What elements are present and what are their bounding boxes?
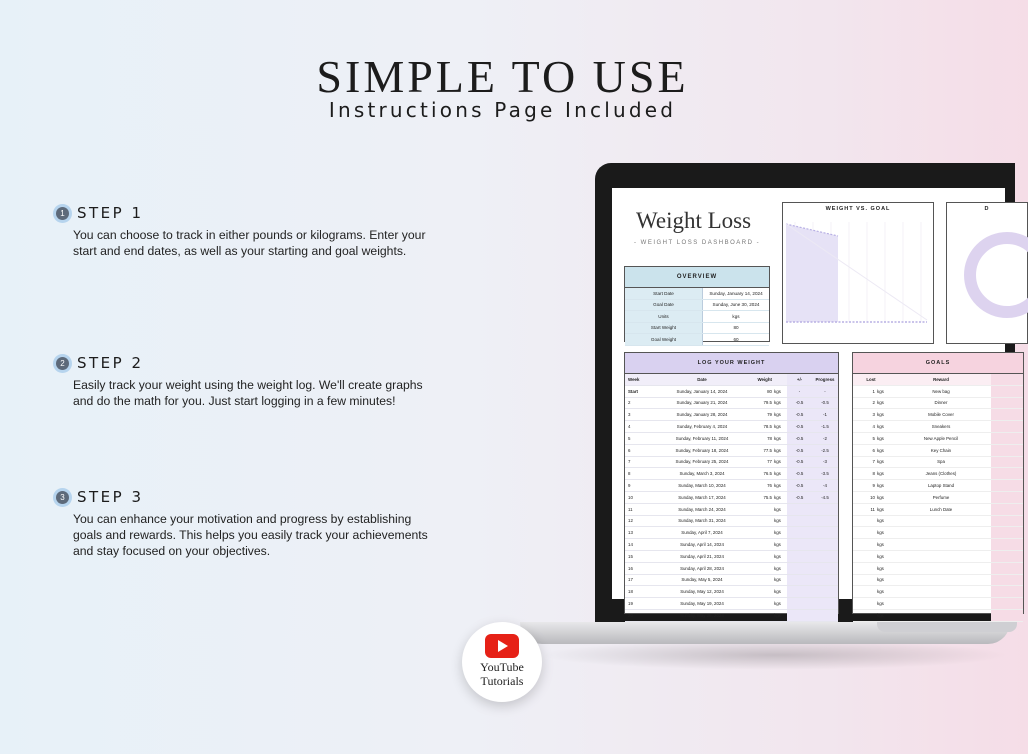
progress-cell [812, 504, 838, 515]
unit-cell: kgs [774, 447, 781, 453]
table-row [853, 551, 1023, 563]
laptop-notch [877, 622, 1017, 632]
goals-header-row [853, 374, 1023, 386]
check-cell [991, 586, 1023, 597]
overview-row [625, 300, 769, 312]
table-row [853, 575, 1023, 587]
table-row [625, 527, 838, 539]
date-cell: Sunday, March 31, 2024 [678, 518, 726, 524]
reward-cell: Jeans (Clothes) [925, 471, 957, 477]
col-lost: Lost [866, 376, 876, 382]
week-cell: 20 [628, 612, 633, 618]
donut-plot [947, 212, 1025, 332]
progress-cell [812, 527, 838, 538]
chart-plot [783, 212, 929, 334]
weight-cell: 77 [767, 459, 772, 465]
youtube-play-icon [485, 634, 519, 658]
chart-title: D [984, 206, 990, 212]
check-cell [991, 551, 1023, 562]
change-cell: -0.5 [787, 480, 812, 491]
table-row [625, 504, 838, 516]
date-cell: Sunday, April 21, 2024 [680, 553, 724, 559]
table-row [625, 386, 838, 398]
table-row [853, 480, 1023, 492]
check-cell [991, 457, 1023, 468]
goal-number-cell: 11 [870, 506, 875, 512]
week-cell: 10 [628, 494, 633, 500]
overview-key: Goal Weight [625, 334, 703, 345]
unit-cell: kgs [877, 412, 884, 418]
table-row [853, 610, 1023, 622]
reward-cell: New Apple Pencil [923, 435, 959, 441]
unit-cell: kgs [877, 388, 884, 394]
week-cell: 11 [628, 506, 633, 512]
date-cell: Sunday, February 18, 2024 [675, 447, 729, 453]
overview-value: Sunday, January 14, 2024 [709, 290, 763, 296]
goal-number-cell: 2 [872, 400, 875, 406]
table-row [853, 386, 1023, 398]
unit-cell: kgs [877, 471, 884, 477]
page-subtitle: Instructions Page Included [328, 98, 677, 122]
step-description: You can enhance your motivation and progress by establishing goals and rewards. This helps you easily track your achievements and stay focused on your objectives. [73, 512, 428, 558]
week-cell: 15 [628, 553, 633, 559]
table-row [625, 575, 838, 587]
weight-vs-goal-chart [782, 202, 934, 344]
check-cell [991, 398, 1023, 409]
chart-title: WEIGHT VS. GOAL [825, 206, 891, 212]
goal-number-cell: 6 [872, 447, 875, 453]
check-cell [991, 527, 1023, 538]
check-cell [991, 433, 1023, 444]
table-row [853, 586, 1023, 598]
col-reward: Reward [933, 376, 949, 382]
unit-cell: kgs [877, 506, 884, 512]
table-row [853, 492, 1023, 504]
step-number-badge: 1 [56, 207, 69, 220]
weight-log-table [624, 352, 839, 618]
unit-cell: kgs [877, 612, 884, 618]
check-cell [991, 468, 1023, 479]
unit-cell: kgs [877, 400, 884, 406]
tutorials-label: Tutorials [480, 674, 524, 688]
unit-cell: kgs [774, 424, 781, 430]
step-title: STEP 1 [77, 204, 144, 222]
overview-value: 80 [733, 325, 739, 331]
table-row [853, 421, 1023, 433]
unit-cell: kgs [774, 601, 781, 607]
unit-cell: kgs [774, 400, 781, 406]
check-cell [991, 386, 1023, 397]
change-cell [787, 527, 812, 538]
weight-cell: 78 [767, 435, 772, 441]
goal-number-cell: 7 [872, 459, 875, 465]
check-cell [991, 445, 1023, 456]
overview-key: Start Date [625, 288, 703, 299]
week-cell: 13 [628, 530, 633, 536]
unit-cell: kgs [774, 612, 781, 618]
table-row [853, 445, 1023, 457]
unit-cell: kgs [877, 577, 884, 583]
progress-cell: -1 [812, 409, 838, 420]
unit-cell: kgs [774, 589, 781, 595]
unit-cell: kgs [877, 424, 884, 430]
table-row [625, 539, 838, 551]
goal-number-cell: 9 [872, 483, 875, 489]
unit-cell: kgs [877, 530, 884, 536]
unit-cell: kgs [774, 388, 781, 394]
col-date: Date [697, 376, 707, 382]
change-cell [787, 551, 812, 562]
date-cell: Sunday, March 24, 2024 [678, 506, 726, 512]
week-cell: 8 [628, 471, 631, 477]
check-cell [991, 504, 1023, 515]
change-cell: -0.5 [787, 398, 812, 409]
unit-cell: kgs [774, 483, 781, 489]
goal-number-cell: 1 [872, 388, 875, 394]
date-cell: Sunday, March 3, 2024 [679, 471, 725, 477]
weight-cell: 79 [767, 412, 772, 418]
progress-cell: - [812, 386, 838, 397]
reward-cell: Sneakers [931, 424, 951, 430]
table-row [625, 398, 838, 410]
check-cell [991, 575, 1023, 586]
col-change: +/- [787, 374, 812, 385]
table-row [853, 598, 1023, 610]
check-cell [991, 598, 1023, 609]
change-cell [787, 586, 812, 597]
progress-cell: -3 [812, 457, 838, 468]
step-title: STEP 3 [77, 488, 144, 506]
unit-cell: kgs [774, 565, 781, 571]
weight-cell: 76.5 [763, 471, 772, 477]
date-cell: Sunday, April 7, 2024 [681, 530, 723, 536]
check-cell [991, 480, 1023, 491]
date-cell: Sunday, March 17, 2024 [678, 494, 726, 500]
page-title: SIMPLE TO USE [316, 51, 689, 102]
log-header-row [625, 374, 838, 386]
dashboard-subtitle: - WEIGHT LOSS DASHBOARD - [634, 240, 761, 246]
week-cell: 12 [628, 518, 633, 524]
change-cell [787, 563, 812, 574]
goal-number-cell: 8 [872, 471, 875, 477]
date-cell: Sunday, April 28, 2024 [680, 565, 724, 571]
unit-cell: kgs [774, 412, 781, 418]
table-row [853, 563, 1023, 575]
week-cell: 3 [628, 412, 631, 418]
progress-cell: -2 [812, 433, 838, 444]
date-cell: Sunday, January 28, 2024 [676, 412, 728, 418]
log-heading: LOG YOUR WEIGHT [625, 353, 838, 374]
table-row [853, 504, 1023, 516]
progress-cell: -0.5 [812, 398, 838, 409]
week-cell: 17 [628, 577, 633, 583]
reward-cell: Perfume [932, 494, 950, 500]
overview-value: 60 [733, 336, 739, 342]
change-cell [787, 598, 812, 609]
week-cell: 5 [628, 435, 631, 441]
date-cell: Sunday, February 11, 2024 [675, 435, 729, 441]
week-cell: 7 [628, 459, 631, 465]
table-row [853, 527, 1023, 539]
table-row [625, 586, 838, 598]
unit-cell: kgs [774, 435, 781, 441]
week-cell: 2 [628, 400, 631, 406]
youtube-tutorials-badge[interactable] [462, 622, 542, 702]
date-cell: Sunday, January 21, 2024 [676, 400, 728, 406]
date-cell: Sunday, May 12, 2024 [680, 589, 724, 595]
overview-row [625, 334, 769, 346]
table-row [853, 539, 1023, 551]
progress-cell [812, 610, 838, 621]
reward-cell: Mobile Cover [928, 412, 954, 418]
change-cell [787, 610, 812, 621]
table-row [625, 598, 838, 610]
progress-cell: -2.5 [812, 445, 838, 456]
change-cell: -0.5 [787, 492, 812, 503]
progress-cell [812, 551, 838, 562]
overview-value: kgs [732, 313, 740, 319]
change-cell: -0.5 [787, 421, 812, 432]
change-cell [787, 539, 812, 550]
change-cell [787, 504, 812, 515]
week-cell: 9 [628, 483, 631, 489]
week-cell: 14 [628, 542, 633, 548]
date-cell: Sunday, May 26, 2024 [680, 612, 724, 618]
unit-cell: kgs [774, 553, 781, 559]
date-cell: Sunday, February 25, 2024 [675, 459, 729, 465]
change-cell: -0.5 [787, 468, 812, 479]
table-row [625, 409, 838, 421]
check-cell [991, 421, 1023, 432]
reward-cell: Laptop Stand [927, 483, 955, 489]
goal-number-cell: 10 [870, 494, 875, 500]
date-cell: Sunday, March 10, 2024 [678, 483, 726, 489]
overview-row [625, 288, 769, 300]
unit-cell: kgs [877, 553, 884, 559]
overview-heading: OVERVIEW [625, 267, 769, 288]
goal-number-cell: 4 [872, 424, 875, 430]
table-row [853, 398, 1023, 410]
youtube-label: YouTube [480, 660, 524, 674]
reward-cell: New bag [932, 388, 950, 394]
table-row [625, 563, 838, 575]
overview-key: Units [625, 311, 703, 322]
step-2 [56, 354, 436, 409]
progress-cell: -1.5 [812, 421, 838, 432]
goal-number-cell: 5 [872, 435, 875, 441]
date-cell: Sunday, April 14, 2024 [680, 542, 724, 548]
step-description: Easily track your weight using the weight log. We'll create graphs and do the math for you. Just start logging in a few minutes! [73, 378, 423, 408]
col-progress: Progress [812, 374, 838, 385]
weight-cell: 75.5 [763, 494, 772, 500]
table-row [625, 480, 838, 492]
table-row [853, 433, 1023, 445]
progress-cell: -4 [812, 480, 838, 491]
step-description: You can choose to track in either pounds or kilograms. Enter your start and end dates, as well as your starting and goal weights. [73, 228, 426, 258]
week-cell: 19 [628, 601, 633, 607]
step-3 [56, 488, 436, 559]
overview-key: Start Weight [625, 323, 703, 334]
progress-cell [812, 539, 838, 550]
unit-cell: kgs [877, 565, 884, 571]
week-cell: 4 [628, 424, 631, 430]
week-cell: 6 [628, 447, 631, 453]
overview-row [625, 323, 769, 335]
unit-cell: kgs [774, 518, 781, 524]
laptop-screen [612, 188, 1005, 618]
progress-cell [812, 575, 838, 586]
unit-cell: kgs [774, 494, 781, 500]
unit-cell: kgs [774, 471, 781, 477]
table-row [625, 468, 838, 480]
check-cell [991, 516, 1023, 527]
step-1 [56, 204, 436, 259]
date-cell: Sunday, February 4, 2024 [676, 424, 728, 430]
unit-cell: kgs [774, 577, 781, 583]
unit-cell: kgs [877, 494, 884, 500]
overview-row [625, 311, 769, 323]
col-weight: Weight [757, 376, 772, 382]
step-title: STEP 2 [77, 354, 144, 372]
unit-cell: kgs [877, 589, 884, 595]
laptop-shadow [540, 640, 1010, 670]
table-row [625, 516, 838, 528]
goals-heading: GOALS [853, 353, 1023, 374]
step-number-badge: 2 [56, 357, 69, 370]
week-cell: 18 [628, 589, 633, 595]
table-row [853, 409, 1023, 421]
check-cell [991, 563, 1023, 574]
check-cell [991, 492, 1023, 503]
weight-cell: 78.5 [763, 424, 772, 430]
table-row [853, 457, 1023, 469]
unit-cell: kgs [877, 518, 884, 524]
col-week: Week [628, 376, 640, 382]
unit-cell: kgs [877, 447, 884, 453]
table-row [625, 610, 838, 622]
reward-cell: Key Chain [930, 447, 952, 453]
table-row [625, 492, 838, 504]
unit-cell: kgs [774, 542, 781, 548]
progress-cell [812, 598, 838, 609]
weight-cell: 77.5 [763, 447, 772, 453]
change-cell [787, 575, 812, 586]
weight-cell: 80 [767, 388, 772, 394]
table-row [853, 468, 1023, 480]
table-row [625, 551, 838, 563]
unit-cell: kgs [877, 542, 884, 548]
reward-cell: Spa [937, 459, 945, 465]
check-cell [991, 539, 1023, 550]
change-cell: -0.5 [787, 409, 812, 420]
donut-chart [946, 202, 1028, 344]
progress-cell [812, 563, 838, 574]
table-row [625, 457, 838, 469]
overview-panel [624, 266, 770, 342]
unit-cell: kgs [774, 530, 781, 536]
table-row [625, 445, 838, 457]
goal-number-cell: 3 [872, 412, 875, 418]
change-cell: -0.5 [787, 457, 812, 468]
dashboard-title: Weight Loss [636, 208, 752, 233]
weight-cell: 76 [767, 483, 772, 489]
progress-cell [812, 586, 838, 597]
progress-cell [812, 516, 838, 527]
weight-cell: 79.5 [763, 400, 772, 406]
step-number-badge: 3 [56, 491, 69, 504]
change-cell: -0.5 [787, 445, 812, 456]
check-cell [991, 610, 1023, 621]
overview-value: Sunday, June 30, 2024 [712, 302, 760, 308]
change-cell: -0.5 [787, 433, 812, 444]
check-cell [991, 409, 1023, 420]
date-cell: Sunday, May 19, 2024 [680, 601, 724, 607]
date-cell: Sunday, January 14, 2024 [676, 388, 728, 394]
unit-cell: kgs [877, 601, 884, 607]
progress-cell: -4.5 [812, 492, 838, 503]
week-cell: Start [628, 388, 639, 394]
unit-cell: kgs [877, 483, 884, 489]
change-cell [787, 516, 812, 527]
unit-cell: kgs [774, 459, 781, 465]
table-row [625, 421, 838, 433]
progress-cell: -3.5 [812, 468, 838, 479]
overview-key: Goal Date [625, 300, 703, 311]
weight-area [786, 224, 838, 322]
date-cell: Sunday, May 5, 2024 [681, 577, 723, 583]
unit-cell: kgs [877, 459, 884, 465]
unit-cell: kgs [877, 435, 884, 441]
change-cell: - [787, 386, 812, 397]
table-row [625, 433, 838, 445]
reward-cell: Dinner [934, 400, 948, 406]
week-cell: 16 [628, 565, 633, 571]
unit-cell: kgs [774, 506, 781, 512]
table-row [853, 516, 1023, 528]
goals-table [852, 352, 1024, 618]
reward-cell: Lunch Date [929, 506, 953, 512]
